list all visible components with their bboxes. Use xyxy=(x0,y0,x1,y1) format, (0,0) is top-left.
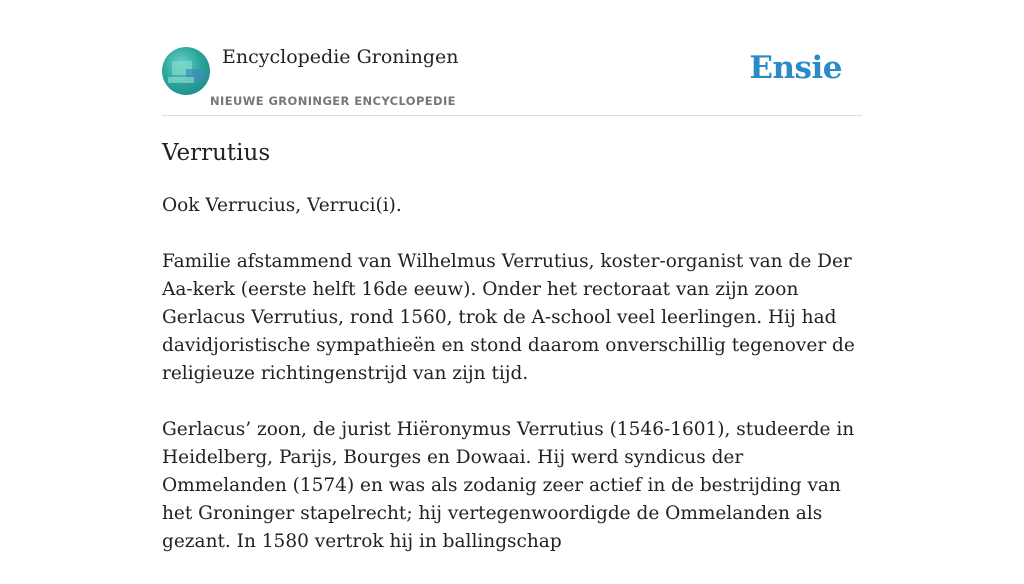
article-paragraph: Ook Verrucius, Verruci(i). xyxy=(162,195,402,216)
ensie-brand-logo[interactable]: Ensie xyxy=(749,50,842,86)
site-title-link[interactable]: Encyclopedie Groningen xyxy=(222,46,459,68)
article-body xyxy=(162,192,862,584)
logo-block xyxy=(168,77,194,83)
site-logo-image[interactable] xyxy=(162,47,210,95)
article-title: Verrutius xyxy=(162,140,271,166)
site-header xyxy=(162,0,862,116)
article-paragraph: Gerlacus’ zoon, de jurist Hiëronymus Verrutius (1546-1601), studeerde in Heidelberg, Parijs, Bourges en Dowaai. Hij werd syndicus der Ommelanden (1574) en was als zodanig zeer actief in de bestrijding van het Groninger stapelrecht; hij vertegenwoordigde de Ommelanden als gezant. In 1580 vertrok hij in ballingschap xyxy=(162,419,855,552)
site-subtitle: NIEUWE GRONINGER ENCYCLOPEDIE xyxy=(210,94,456,108)
page xyxy=(162,0,862,552)
article-paragraph: Familie afstammend van Wilhelmus Verrutius, koster-organist van de Der Aa-kerk (eerste helft 16de eeuw). Onder het rectoraat van zijn zoon Gerlacus Verrutius, rond 1560, trok de A-school veel leerlingen. Hij had davidjoristische sympathieën en stond daarom onverschillig tegenover de religieuze richtingenstrijd van zijn tijd. xyxy=(162,251,855,384)
